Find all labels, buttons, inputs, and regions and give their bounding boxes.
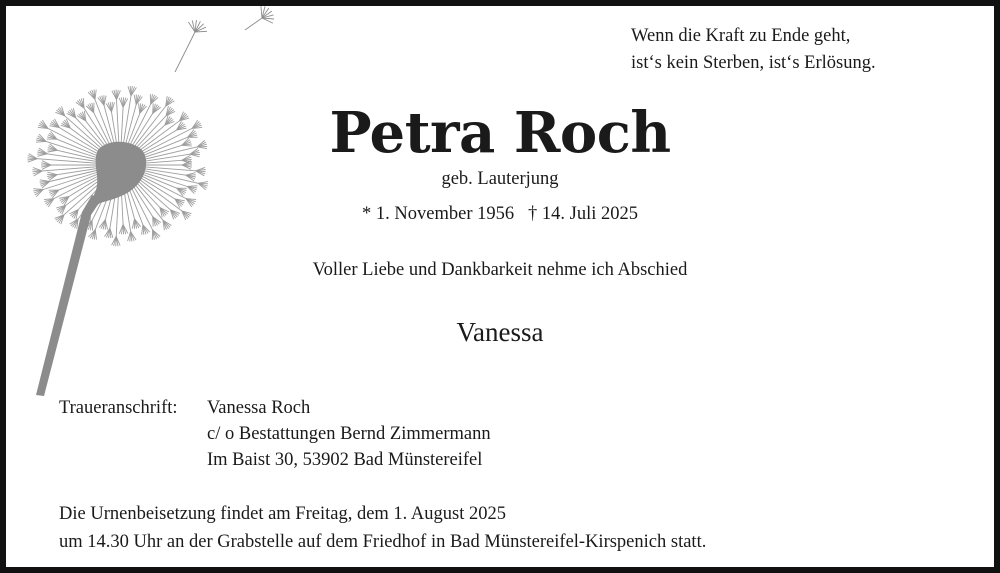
maiden-name: geb. Lauterjung: [441, 169, 559, 189]
address-label: Traueranschrift:: [59, 398, 178, 418]
address-line: c/ o Bestattungen Bernd Zimmermann: [207, 424, 491, 444]
life-dates: * 1. November 1956 † 14. Juli 2025: [362, 204, 638, 224]
address-line: Im Baist 30, 53902 Bad Münstereifel: [207, 450, 483, 470]
address-line: Vanessa Roch: [207, 398, 311, 418]
deceased-name: Petra Roch: [329, 100, 671, 166]
burial-line-1: Die Urnenbeisetzung findet am Freitag, dem 1. August 2025: [59, 504, 506, 524]
memorial-quote: [631, 23, 971, 77]
dandelion-icon: [0, 0, 300, 420]
address-block: [207, 395, 491, 473]
burial-line-2: um 14.30 Uhr an der Grabstelle auf dem Friedhof in Bad Münstereifel-Kirspenich statt.: [59, 532, 707, 552]
burial-info: [59, 500, 939, 556]
farewell-text: Voller Liebe und Dankbarkeit nehme ich Abschied: [312, 260, 688, 280]
quote-line-1: Wenn die Kraft zu Ende geht,: [631, 26, 851, 46]
signer-name: Vanessa: [456, 317, 544, 347]
quote-line-2: ist‘s kein Sterben, ist‘s Erlösung.: [631, 53, 876, 73]
